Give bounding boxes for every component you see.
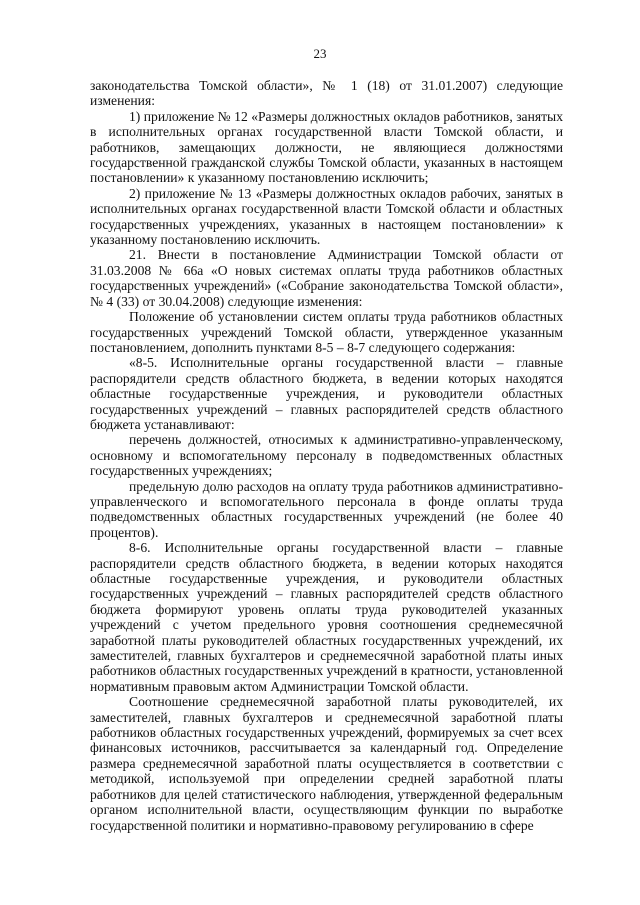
paragraph-8: предельную долю расходов на оплату труда работников административно-управленческого и вспомогательного персонала в фонде оплаты труда подведомственных областных государственных учреждений (не более 40 процентов).: [90, 478, 563, 540]
paragraph-6: «8-5. Исполнительные органы государственной власти – главные распорядители средств областного бюджета, в ведении которых находятся областные государственные учреждения, и руководители областных государственных учреждений – главных распорядителей средств областного бюджета устанавливают:: [90, 355, 563, 432]
document-body: [90, 78, 563, 833]
paragraph-2: 1) приложение № 12 «Размеры должностных окладов работников, занятых в исполнительных органах государственной власти Томской области, и работников, замещающих должности, не являющиеся должностями государственной гражданской службы Томской области, указанных в настоящем постановлении» к указанному постановлению исключить;: [90, 108, 563, 186]
paragraph-5: Положение об установлении систем оплаты труда работников областных государственных учреждений Томской области, утвержденное указанным постановлением, дополнить пунктами 8-5 – 8-7 следующего содержания:: [90, 309, 563, 355]
page-number: 23: [313, 46, 327, 61]
paragraph-1: законодательства Томской области», № 1 (18) от 31.01.2007) следующие изменения:: [90, 78, 563, 109]
paragraph-3: 2) приложение № 13 «Размеры должностных окладов рабочих, занятых в исполнительных органах государственной власти Томской области и областных государственных учреждениях, указанных в настоящем постановлении» к указанному постановлению исключить.: [90, 185, 563, 248]
paragraph-9: 8-6. Исполнительные органы государственной власти – главные распорядители средств областного бюджета, в ведении которых находятся областные государственные учреждения, и руководители областных государственных учреждений – главных распорядителей средств областного бюджета формируют уровень оплаты труда руководителей указанных учреждений с учетом предельного уровня соотношения среднемесячной заработной платы руководителей областных государственных учреждений, их заместителей, главных бухгалтеров и среднемесячной заработной платы иных работников областных государственных учреждений в кратности, установленной нормативным правовым актом Администрации Томской области.: [90, 540, 563, 694]
paragraph-7: перечень должностей, относимых к административно-управленческому, основному и вспомогательному персоналу в подведомственных областных государственных учреждениях;: [90, 432, 563, 479]
paragraph-10: Соотношение среднемесячной заработной платы руководителей, их заместителей, главных бухгалтеров и среднемесячной заработной платы работников областных государственных учреждений, формируемых за счет всех финансовых источников, рассчитывается за календарный год. Определение размера среднемесячной заработной платы осуществляется в соответствии с методикой, используемой при определении средней заработной платы работников для целей статистического наблюдения, утвержденной федеральным органом исполнительной власти, осуществляющим функции по выработке государственной политики и нормативно-правовому регулированию в сфере: [90, 694, 563, 833]
paragraph-4: 21. Внести в постановление Администрации Томской области от 31.03.2008 № 66а «О новых системах оплаты труда работников областных государственных учреждений» («Собрание законодательства Томской области», № 4 (33) от 30.04.2008) следующие изменения:: [90, 247, 563, 309]
